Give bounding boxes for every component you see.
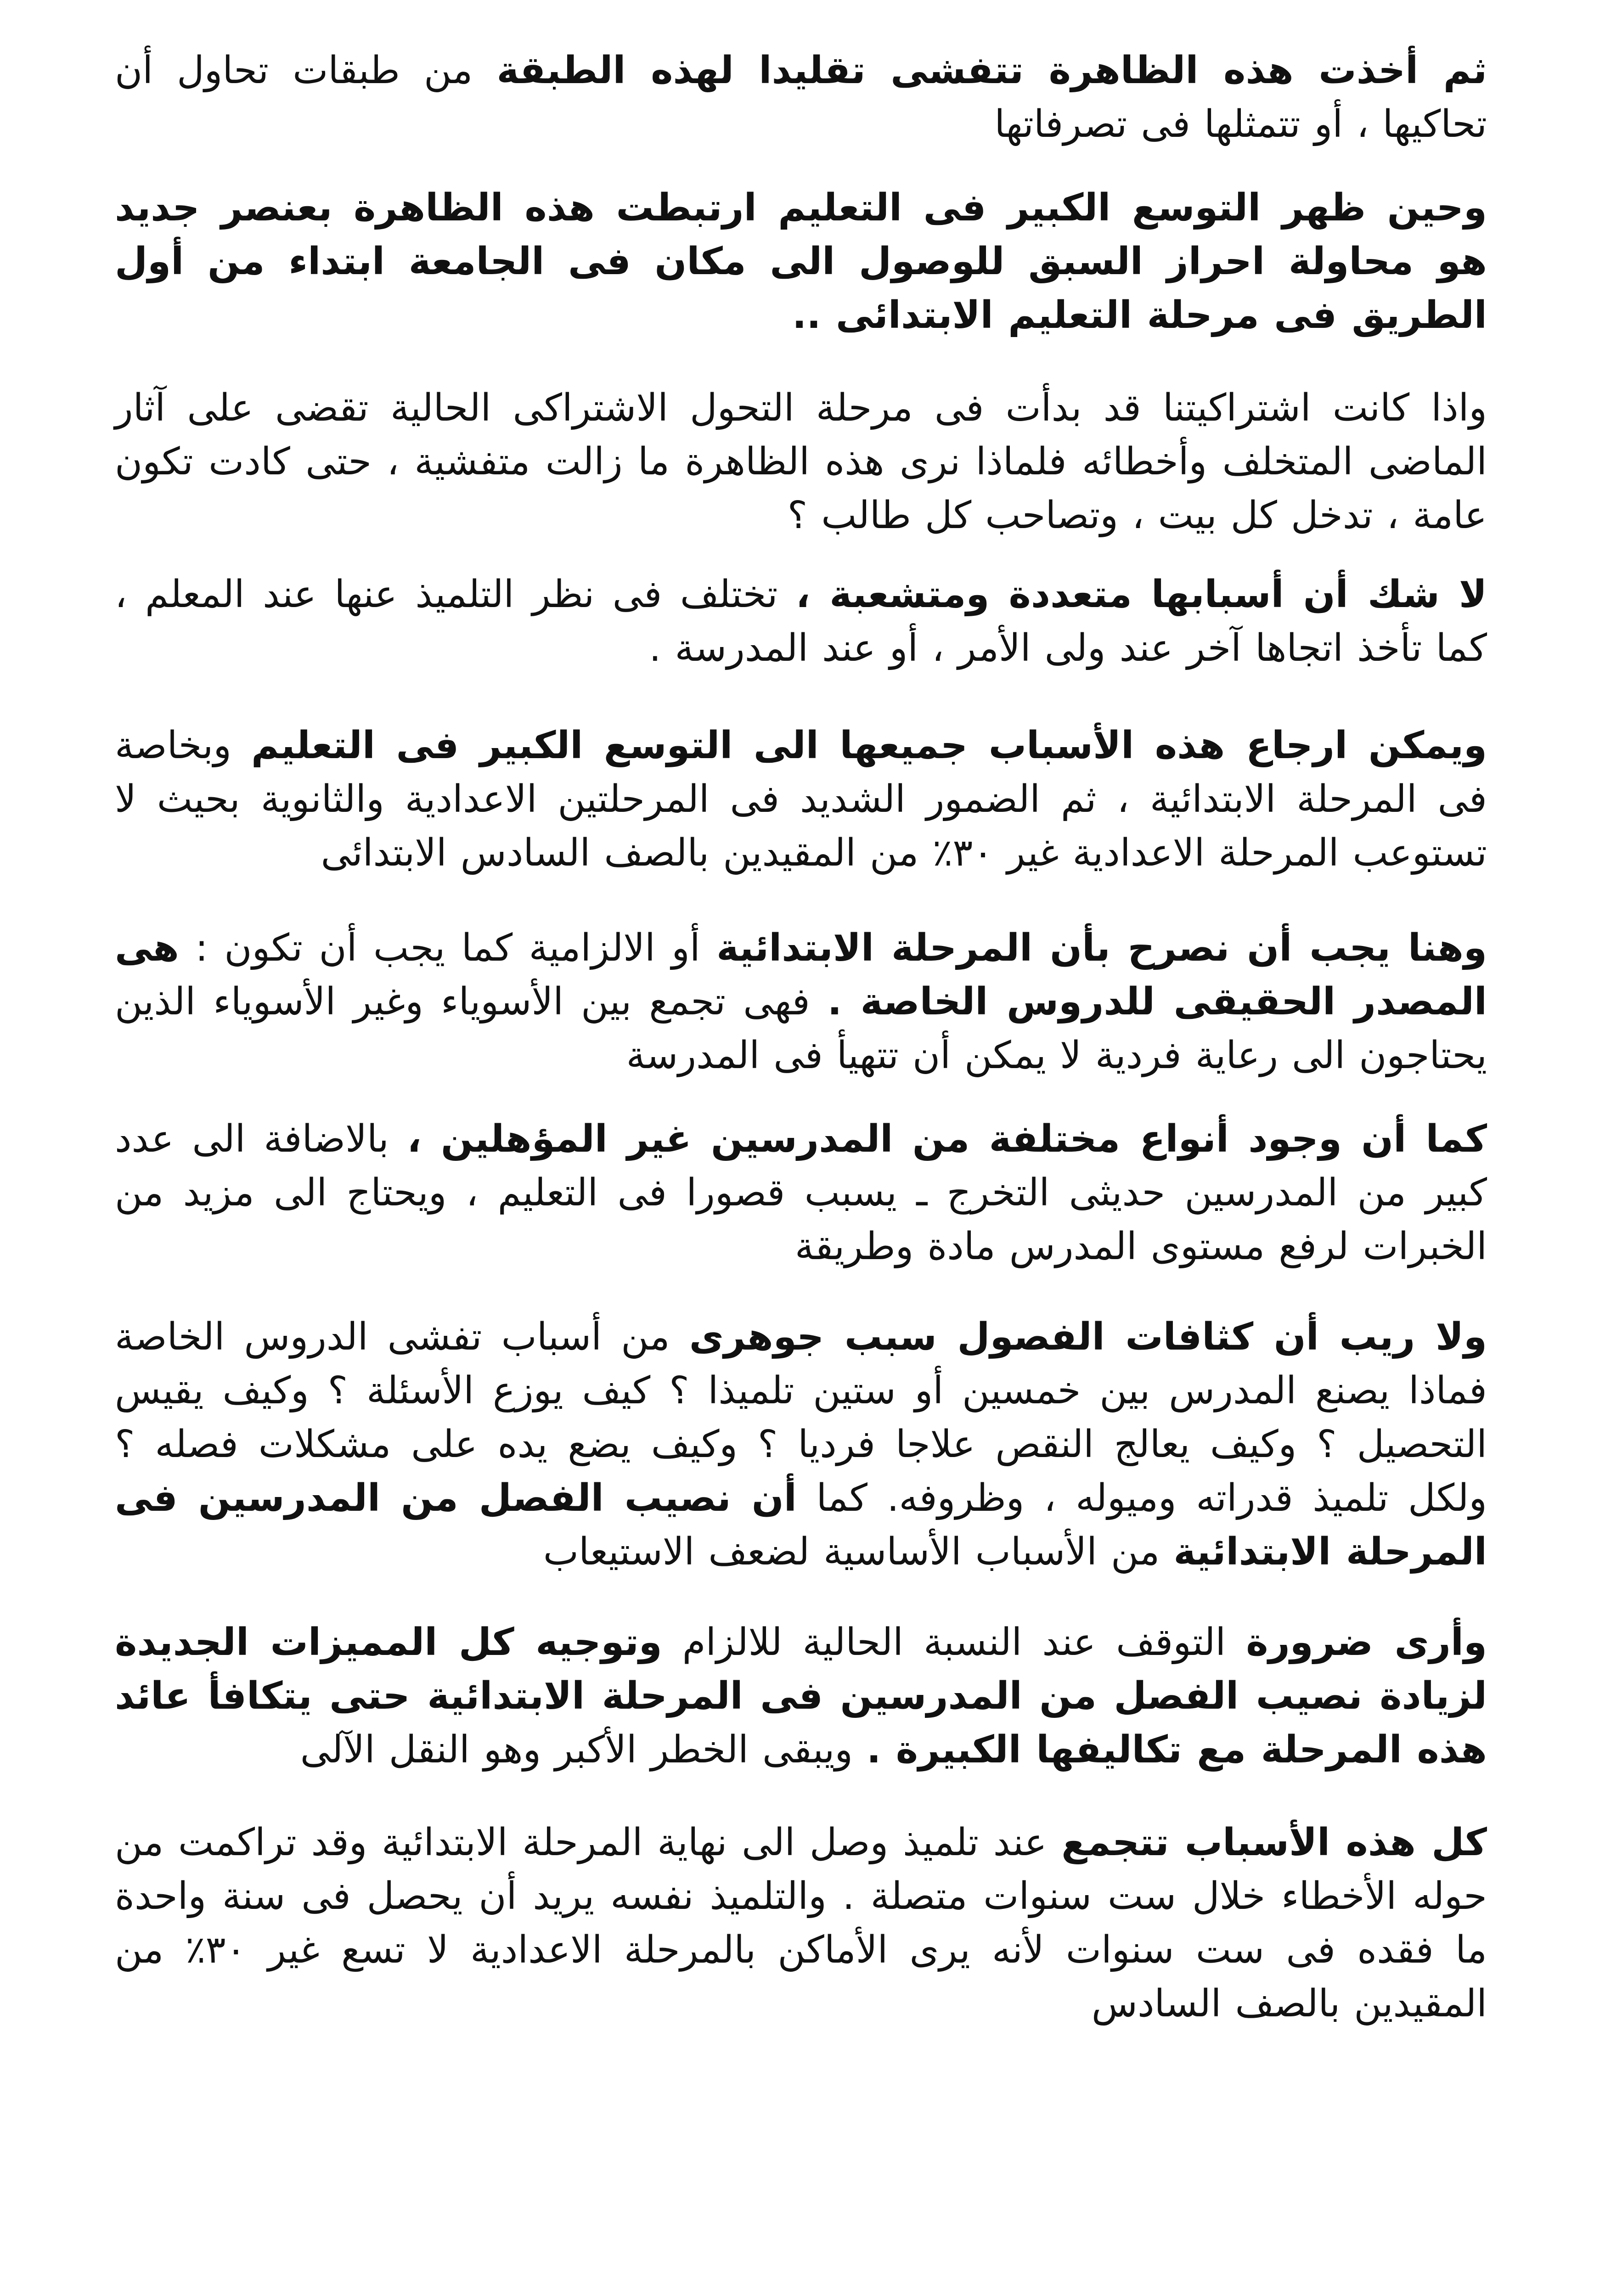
paragraph-5-bold: ويمكن ارجاع هذه الأسباب جميعها الى التوسع الكبير فى التعليم	[251, 724, 1487, 767]
paragraph-2	[115, 181, 1487, 342]
paragraph-8	[115, 1310, 1487, 1579]
paragraph-3	[115, 381, 1487, 542]
paragraph-9-bold: وأرى ضرورة	[1246, 1621, 1487, 1664]
paragraph-5	[115, 719, 1487, 880]
paragraph-4-text: تختلف فى نظر التلميذ عنها عند المعلم ، كما تأخذ اتجاها آخر عند ولى الأمر ، أو عند المدرسة .	[115, 573, 1487, 670]
paragraph-6	[115, 921, 1487, 1082]
paragraph-4-bold: لا شك أن أسبابها متعددة ومتشعبة ،	[796, 573, 1487, 616]
paragraph-6-bold-2: هى المصدر الحقيقى للدروس الخاصة .	[115, 926, 1487, 1024]
paragraph-7-bold: كما أن وجود أنواع مختلفة من المدرسين غير المؤهلين ،	[407, 1117, 1487, 1161]
paragraph-6-bold: وهنا يجب أن نصرح بأن المرحلة الابتدائية	[716, 926, 1487, 970]
paragraph-6-text-2: فهى تجمع بين الأسوياء وغير الأسوياء الذين يحتاجون الى رعاية فردية لا يمكن أن تتهيأ فى المدرسة	[115, 980, 1487, 1077]
paragraph-3-text: واذا كانت اشتراكيتنا قد بدأت فى مرحلة التحول الاشتراكى الحالية تقضى على آثار الماضى المتخلف وأخطائه فلماذا نرى هذه الظاهرة ما زالت متفشية ، حتى كادت تكون عامة ، تدخل كل بيت ، وتصاحب كل طالب ؟	[115, 386, 1487, 537]
paragraph-10-text: عند تلميذ وصل الى نهاية المرحلة الابتدائية وقد تراكمت من حوله الأخطاء خلال ست سنوات متصلة . والتلميذ نفسه يريد أن يحصل فى سنة واحدة ما فقده فى ست سنوات لأنه يرى الأماكن بالمرحلة الاعدادية لا تسع غير ٣٠٪ من المقيدين بالصف السادس	[115, 1821, 1487, 2026]
paragraph-1-text: من طبقات تحاول أن تحاكيها ، أو تتمثلها فى تصرفاتها	[115, 49, 1487, 146]
paragraph-9-text: التوقف عند النسبة الحالية للالزام	[662, 1621, 1246, 1664]
paragraph-9-text-2: ويبقى الخطر الأكبر وهو النقل الآلى	[300, 1728, 867, 1772]
paragraph-8-bold: ولا ريب أن كثافات الفصول سبب جوهرى	[689, 1315, 1487, 1359]
paragraph-5-text: وبخاصة فى المرحلة الابتدائية ، ثم الضمور الشديد فى المرحلتين الاعدادية والثانوية بحيث لا تستوعب المرحلة الاعدادية غير ٣٠٪ من المقيدين بالصف السادس الابتدائى	[115, 724, 1487, 875]
paragraph-9-bold-2: وتوجيه كل المميزات الجديدة لزيادة نصيب الفصل من المدرسين فى المرحلة الابتدائية حتى يتكافأ عائد هذه المرحلة مع تكاليفها الكبيرة .	[115, 1621, 1487, 1772]
paragraph-8-text: من أسباب تفشى الدروس الخاصة فماذا يصنع المدرس بين خمسين أو ستين تلميذا ؟ كيف يوزع الأسئلة ؟ وكيف يقيس التحصيل ؟ وكيف يعالج النقص علاجا فرديا ؟ وكيف يضع يده على مشكلات فصله ؟ ولكل تلميذ قدراته وميوله ، وظروفه. كما	[115, 1315, 1487, 1520]
paragraph-9	[115, 1615, 1487, 1777]
paragraph-1	[115, 44, 1487, 151]
paragraph-2-bold: وحين ظهر التوسع الكبير فى التعليم ارتبطت هذه الظاهرة بعنصر جديد هو محاولة احراز السبق للوصول الى مكان فى الجامعة ابتداء من أول الطريق فى مرحلة التعليم الابتدائى ..	[115, 186, 1487, 337]
paragraph-7-text: بالاضافة الى عدد كبير من المدرسين حديثى التخرج ـ يسبب قصورا فى التعليم ، ويحتاج الى مزيد من الخبرات لرفع مستوى المدرس مادة وطريقة	[115, 1117, 1487, 1268]
paragraph-10	[115, 1816, 1487, 2031]
paragraph-8-text-2: من الأسباب الأساسية لضعف الاستيعاب	[543, 1530, 1174, 1574]
paragraph-4	[115, 568, 1487, 675]
paragraph-10-bold: كل هذه الأسباب تتجمع	[1061, 1821, 1487, 1864]
paragraph-6-text: أو الالزامية كما يجب أن تكون :	[179, 926, 717, 970]
paragraph-1-bold: ثم أخذت هذه الظاهرة تتفشى تقليدا لهذه الطبقة	[496, 49, 1487, 92]
paragraph-7	[115, 1112, 1487, 1273]
paragraph-8-bold-2: أن نصيب الفصل من المدرسين فى المرحلة الابتدائية	[115, 1476, 1487, 1574]
